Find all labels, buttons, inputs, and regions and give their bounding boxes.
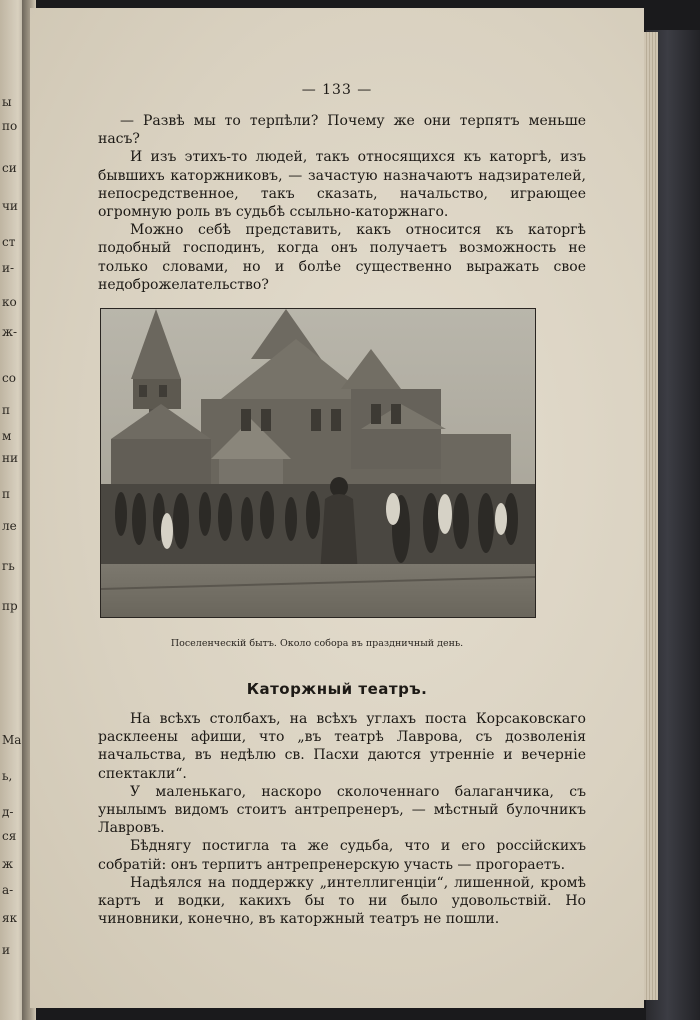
paragraph: И изъ этихъ-то людей, такъ относящихся къ каторгѣ, изъ бывшихъ каторжниковъ, — зачастую назначаютъ надзирателей, непосредственное, такъ сказать, начальство, играющее огромную роль въ судьбѣ ссыльно-каторжнаго. (98, 149, 586, 221)
left-page-fragment: чи (2, 199, 18, 213)
left-page-fragment: по (2, 119, 18, 133)
paragraph: У маленькаго, наскоро сколоченнаго балаганчика, съ унылымъ видомъ стоитъ антрепренеръ, — мѣстный булочникъ Лавровъ. (98, 783, 586, 837)
photo-caption: Поселенческій бытъ. Около собора въ праздничный день. (170, 638, 464, 649)
left-page-fragment: м (2, 429, 12, 443)
left-page-fragment: п (2, 403, 10, 417)
photograph-church-crowd (100, 308, 536, 618)
left-page-fragment: а- (2, 883, 14, 897)
section-heading: Каторжный театръ. (246, 680, 428, 698)
paragraph: Бѣднягу постигла та же судьба, что и его россійскихъ собратій: онъ терпитъ антрепренерскую участь — прогораетъ. (98, 838, 586, 873)
left-page-fragment: си (2, 161, 17, 175)
paragraph: Можно себѣ представить, какъ относится къ каторгѣ подобный господинъ, когда онъ получаетъ возможность не только словами, но и болѣе существенно выражать свое недоброжелательство? (98, 222, 586, 293)
left-page-fragment: ст (2, 235, 16, 249)
left-page-fragment: со (2, 371, 16, 385)
paragraph: На всѣхъ столбахъ, на всѣхъ углахъ поста Корсаковскаго расклеены афиши, что „въ театрѣ Лаврова, съ дозволенія начальства, въ недѣлю св. Пасхи даются утреннiе и вечернiе спектакли“. (98, 711, 586, 782)
left-page-fragment: ся (2, 829, 17, 843)
left-page-fragment: и- (2, 261, 15, 275)
paragraph: — Развѣ мы то терпѣли? Почему же они терпятъ меньше насъ? (98, 113, 586, 148)
left-page-fragment: ко (2, 295, 17, 309)
left-page-fragment: ь, (2, 769, 13, 783)
left-page-fragment: ле (2, 519, 17, 533)
left-page-fragment: и (2, 943, 10, 957)
left-page-fragment: пр (2, 599, 18, 613)
text-block-top (98, 112, 586, 294)
left-page-fragment: ж (2, 857, 14, 871)
left-page-fragment: Ма (2, 733, 22, 747)
text-block-bottom (98, 710, 586, 928)
left-page-fragment: ы (2, 95, 12, 109)
page-number: — 133 — (301, 82, 373, 98)
book-page (30, 8, 644, 1008)
left-page-fragment: гь (2, 559, 15, 573)
left-page-fragment: ж- (2, 325, 18, 339)
left-page-fragment: ни (2, 451, 18, 465)
paragraph: Надѣялся на поддержку „интеллигенціи“, лишенной, кромѣ картъ и водки, какихъ бы то ни было удовольствій. Но чиновники, конечно, въ каторжный театръ не пошли. (98, 874, 586, 928)
left-page-fragment: як (2, 911, 18, 925)
left-page-fragment: п (2, 487, 10, 501)
left-page-fragment: д- (2, 805, 14, 819)
